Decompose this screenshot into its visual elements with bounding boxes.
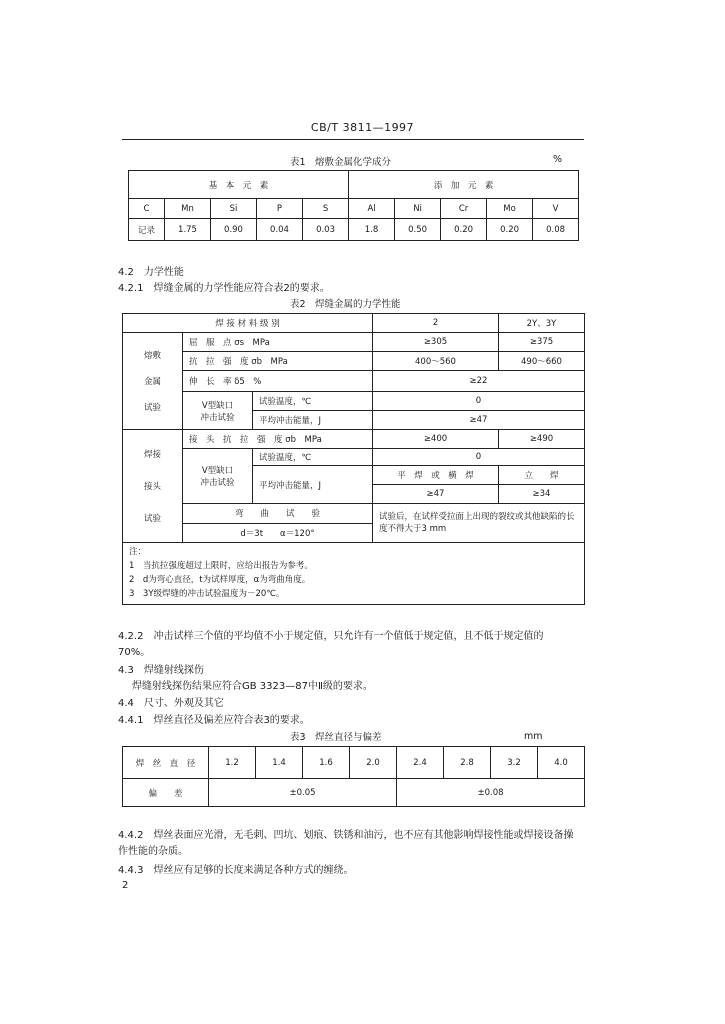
table2-yield-2: ≥305 <box>373 333 499 352</box>
table1-val-si: 0.90 <box>211 219 257 241</box>
table1-basic-group: 基 本 元 素 <box>129 171 349 199</box>
table2-joint-1: 焊接 <box>143 449 161 460</box>
table2-bend-params: d＝3t α＝120° <box>183 523 373 542</box>
table2-tensile-label: 抗 拉 强 度 σb MPa <box>183 352 373 371</box>
table1-val-mn: 1.75 <box>165 219 211 241</box>
table1-val-ni: 0.50 <box>395 219 441 241</box>
table2-deposited-group <box>123 333 183 430</box>
table3-unit: mm <box>524 731 543 742</box>
table2-joint-avg-energy: 平均冲击能量，J <box>253 466 373 504</box>
table2 <box>122 313 585 605</box>
table1-col-al: Al <box>349 199 395 219</box>
table1-val-v: 0.08 <box>533 219 579 241</box>
section-4-2-heading: 4.2 力学性能 <box>118 267 184 278</box>
table2-tensile-2: 400～560 <box>373 352 499 371</box>
header-rule <box>122 139 584 140</box>
table1-col-c: C <box>129 199 165 219</box>
table2-note-1: 1 当抗拉强度超过上限时，应给出报告为参考。 <box>129 560 313 571</box>
table2-bend-result: 试验后，在试样受拉面上出现的裂纹或其他缺陷的长度不得大于3 mm <box>373 504 585 542</box>
table3-dev-large: ±0.08 <box>397 779 585 807</box>
table3-dia-2-4: 2.4 <box>397 747 444 779</box>
table2-notes <box>123 542 585 604</box>
table2-joint-vnotch-2: 冲击试验 <box>200 478 235 489</box>
table1-col-ni: Ni <box>395 199 441 219</box>
table2-joint-test-temp: 试验温度，℃ <box>253 449 373 466</box>
table2-joint-2: 接头 <box>143 481 161 492</box>
table2-joint-tensile-2: ≥400 <box>373 430 499 449</box>
table3-caption: 表3 焊丝直径与偏差 <box>290 732 382 743</box>
section-4-4-3-text: 4.4.3 焊丝应有足够的长度来满足各种方式的缠绕。 <box>118 865 354 876</box>
table1-val-cr: 0.20 <box>441 219 487 241</box>
table3-dia-1-4: 1.4 <box>256 747 303 779</box>
table1-val-al: 1.8 <box>349 219 395 241</box>
section-4-3-text: 焊缝射线探伤结果应符合GB 3323—87中Ⅱ级的要求。 <box>132 681 373 692</box>
table2-note-3: 3 3Y级焊缝的冲击试验温度为－20℃。 <box>129 588 285 599</box>
table3-dia-3-2: 3.2 <box>491 747 538 779</box>
page-number: 2 <box>122 880 129 891</box>
table2-caption: 表2 焊缝金属的力学性能 <box>290 299 401 310</box>
table2-vnotch-1: V型缺口 <box>201 400 234 411</box>
table3-deviation-label: 偏 差 <box>123 779 209 807</box>
table1 <box>128 170 579 241</box>
section-4-4-2-text: 4.4.2 焊丝表面应光滑，无毛刺、凹坑、划痕、铁锈和油污，也不应有其他影响焊接性能或焊接设备操 <box>118 830 574 841</box>
table2-vnotch <box>183 392 253 430</box>
table1-val-p: 0.04 <box>257 219 303 241</box>
table3-dev-small: ±0.05 <box>209 779 397 807</box>
table2-notes-title: 注： <box>129 546 147 557</box>
section-4-2-2-cont: 70%。 <box>118 647 151 658</box>
standard-code-header: CB/T 3811—1997 <box>310 121 415 134</box>
table2-elong-label: 伸 长 率 δ5 % <box>183 371 373 392</box>
table1-caption: 表1 熔敷金属化学成分 <box>290 157 392 168</box>
table1-val-s: 0.03 <box>303 219 349 241</box>
table2-grade-2y: 2Y、3Y <box>499 314 585 333</box>
table2-material-grade: 焊 接 材 料 级 别 <box>123 314 373 333</box>
table2-deposited-1: 熔敷 <box>143 351 161 362</box>
table2-yield-label: 屈 服 点 σs MPa <box>183 333 373 352</box>
table3-dia-1-2: 1.2 <box>209 747 256 779</box>
table3-dia-2-8: 2.8 <box>444 747 491 779</box>
table2-vertical-val: ≥34 <box>499 485 585 504</box>
table1-val-mo: 0.20 <box>487 219 533 241</box>
table1-row-label: 记录 <box>129 219 165 241</box>
table2-test-temp-val: 0 <box>373 392 585 411</box>
table2-joint-tensile: 接 头 抗 拉 强 度 σb MPa <box>183 430 373 449</box>
table2-joint-vnotch <box>183 449 253 504</box>
table1-col-s: S <box>303 199 349 219</box>
table2-avg-energy: 平均冲击能量，J <box>253 411 373 430</box>
table1-col-p: P <box>257 199 303 219</box>
section-4-4-2-cont: 作性能的杂质。 <box>118 846 188 857</box>
table2-vertical: 立 焊 <box>499 466 585 485</box>
table2-deposited-2: 金属 <box>143 377 161 388</box>
table2-test-temp: 试验温度，℃ <box>253 392 373 411</box>
table2-vnotch-2: 冲击试验 <box>200 412 235 423</box>
table3-dia-2-0: 2.0 <box>350 747 397 779</box>
table2-joint-3: 试验 <box>143 513 161 524</box>
section-4-3-heading: 4.3 焊缝射线探伤 <box>118 665 204 676</box>
section-4-2-1-text: 4.2.1 焊缝金属的力学性能应符合表2的要求。 <box>118 283 330 294</box>
table2-flat: 平 焊 或 横 焊 <box>373 466 499 485</box>
table2-elong-val: ≥22 <box>373 371 585 392</box>
table2-flat-val: ≥47 <box>373 485 499 504</box>
table2-tensile-2y: 490～660 <box>499 352 585 371</box>
table2-deposited-3: 试验 <box>143 403 161 414</box>
table3-diameter-label: 焊 丝 直 径 <box>123 747 209 779</box>
table3-dia-1-6: 1.6 <box>303 747 350 779</box>
section-4-2-2-text: 4.2.2 冲击试样三个值的平均值不小于规定值，只允许有一个值低于规定值，且不低于规定值的 <box>118 631 544 642</box>
table1-col-mo: Mo <box>487 199 533 219</box>
table1-col-v: V <box>533 199 579 219</box>
table1-col-cr: Cr <box>441 199 487 219</box>
table1-col-mn: Mn <box>165 199 211 219</box>
table2-joint-vnotch-1: V型缺口 <box>201 466 234 477</box>
table2-note-2: 2 d为弯心直径，t为试样厚度，α为弯曲角度。 <box>129 574 311 585</box>
table1-unit: % <box>553 154 563 165</box>
table1-col-si: Si <box>211 199 257 219</box>
table2-joint-group <box>123 430 183 542</box>
table2-bend-label: 弯 曲 试 验 <box>183 504 373 523</box>
table3-dia-4-0: 4.0 <box>538 747 585 779</box>
table3 <box>122 746 585 807</box>
table2-joint-tensile-2y: ≥490 <box>499 430 585 449</box>
table1-added-group: 添 加 元 素 <box>349 171 579 199</box>
table2-yield-2y: ≥375 <box>499 333 585 352</box>
section-4-4-heading: 4.4 尺寸、外观及其它 <box>118 698 224 709</box>
table2-avg-energy-val: ≥47 <box>373 411 585 430</box>
table2-grade-2: 2 <box>373 314 499 333</box>
table2-joint-test-temp-val: 0 <box>373 449 585 466</box>
section-4-4-1-text: 4.4.1 焊丝直径及偏差应符合表3的要求。 <box>118 715 310 726</box>
